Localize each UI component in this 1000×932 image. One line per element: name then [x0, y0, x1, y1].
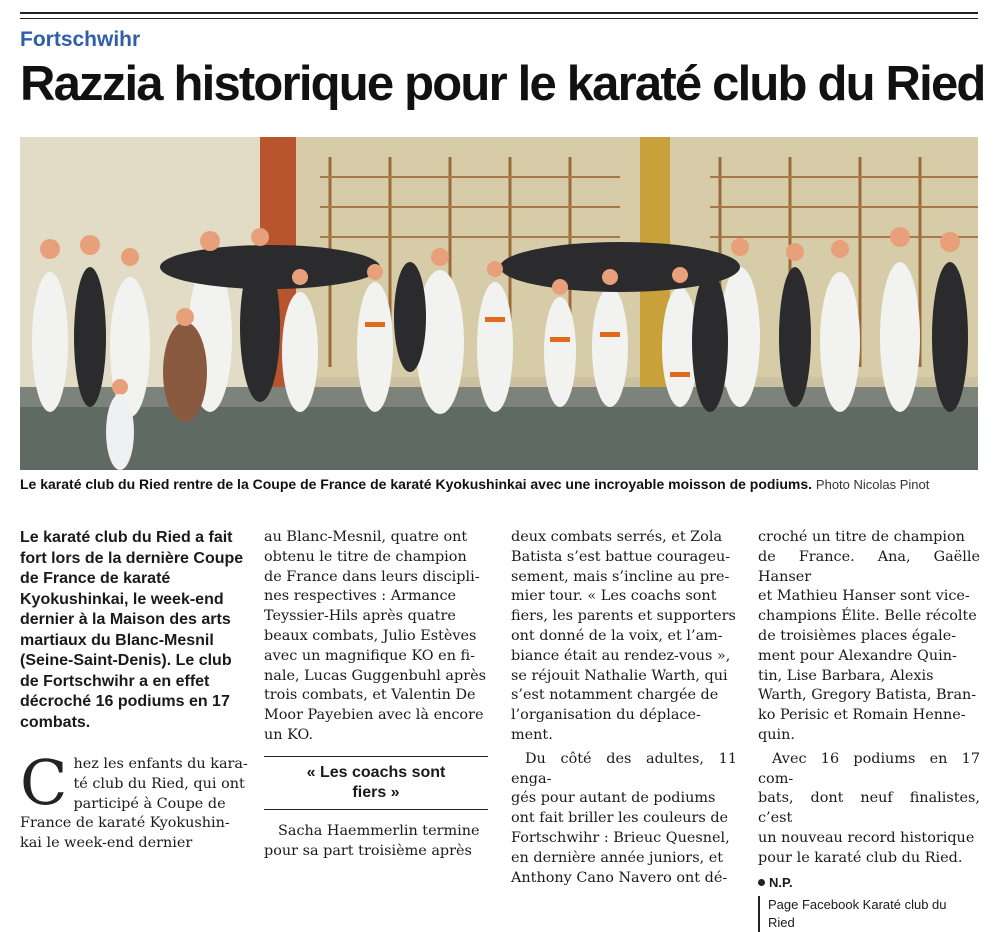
article-photo [20, 137, 978, 470]
paragraph-5: Du côté des adultes, 11 enga- gés pour autant de podiums ont fait briller les couleurs de Fortschwihr : Brieuc Quesnel, en dernière année juniors, et Anthony Cano Navero ont dé- [511, 750, 737, 886]
column-1 [20, 528, 250, 854]
column-2 [264, 528, 488, 861]
top-rule-thin [20, 18, 978, 19]
article-headline: Razzia historique pour le karaté club du Ried [20, 57, 985, 111]
paragraph-3: Sacha Haemmerlin termine pour sa part troisième après [264, 822, 480, 859]
location-kicker: Fortschwihr [20, 28, 141, 51]
paragraph-2: au Blanc-Mesnil, quatre ont obtenu le titre de champion de France dans leurs discipli- nes respectives : Armance Teyssier-Hils après quatre beaux combats, Julio Estèves avec un magnifique KO en fi- nale, Lucas Guggenbuhl après trois combats, et Valentin De Moor Payebien avec là encore un KO. [264, 529, 487, 743]
author-signoff: N.P. [758, 873, 980, 893]
drop-cap: C [20, 746, 68, 819]
source-note: Page Facebook Karaté club du Ried [758, 896, 980, 932]
subheading: « Les coachs sont fiers » [264, 756, 488, 810]
paragraph-1: C hez les enfants du kara- té club du Ried, qui ont participé à Coupe de France de karaté Kyokushin- kai le week-end dernier [20, 746, 248, 852]
top-rule [20, 12, 978, 14]
paragraph-6: croché un titre de champion de France. Ana, Gaëlle Hanser et Mathieu Hanser sont vice- champions Élite. Belle récolte de troisièmes places égale- ment pour Alexandre Quin- tin, Lise Barbara, Alexis Warth, Gregory Batista, Bran- ko Perisic et Romain Henne- quin. [758, 529, 980, 743]
paragraph-4: deux combats serrés, et Zola Batista s’est battue courageu- sement, mais s’incline au pre- mier tour. « Les coachs sont fiers, les parents et supporters ont donné de la voix, et l’am- biance était au rendez-vous », se réjouit Nathalie Warth, qui s’est notamment chargée de l’organisation du déplace- ment. [511, 529, 736, 743]
photo-credit: Photo Nicolas Pinot [815, 477, 930, 492]
paragraph-7: Avec 16 podiums en 17 com- bats, dont neuf finalistes, c’est un nouveau record historique pour le karaté club du Ried. [758, 750, 980, 866]
column-4 [758, 528, 980, 932]
photo-caption [20, 475, 978, 494]
column-3 [511, 528, 737, 888]
team-photo-illustration [20, 137, 978, 470]
caption-text: Le karaté club du Ried rentre de la Coupe de France de karaté Kyokushinkai avec une incroyable moisson de podiums. [20, 476, 813, 492]
article-lead: Le karaté club du Ried a fait fort lors de la dernière Coupe de France de karaté Kyokushinkai, le week-end dernier à la Maison des arts martiaux du Blanc-Mesnil (Seine-Saint-Denis). Le club de Fortschwihr a en effet décroché 16 podiums en 17 combats. [20, 529, 244, 731]
